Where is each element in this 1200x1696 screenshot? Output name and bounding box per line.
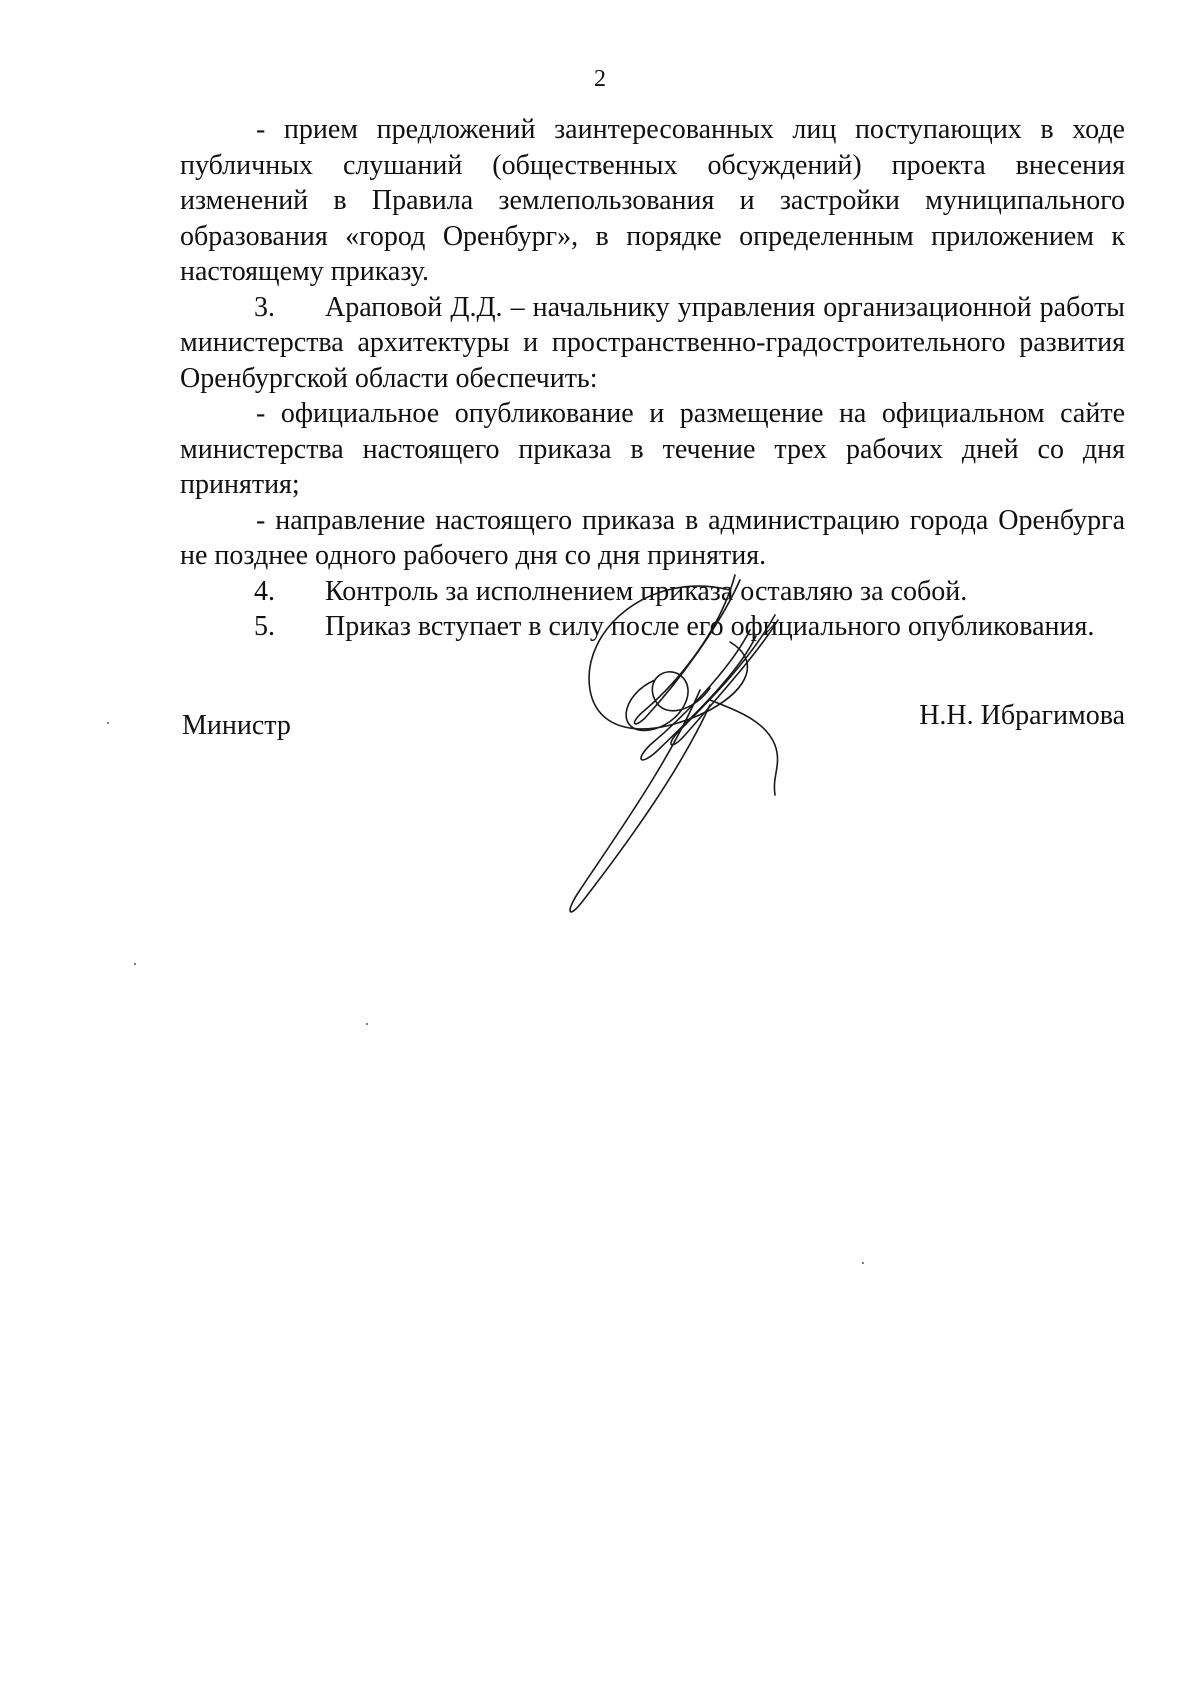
list-item-5-text: Приказ вступает в силу после его официального опубликования. (325, 611, 1095, 642)
list-item-4-text: Контроль за исполнением приказа оставляю за собой. (325, 575, 968, 607)
scan-speck (134, 963, 136, 965)
list-item-4-number: 4. (254, 575, 275, 607)
signer-name: Н.Н. Ибрагимова (919, 700, 1125, 731)
list-item-3-number: 3. (254, 291, 275, 323)
signer-title: Министр (182, 710, 291, 741)
paragraph-proposals: - прием предложений заинтересованных лиц поступающих в ходе публичных слушаний (общественных обсуждений) проекта внесения изменений в Правила землепользования и застройки муниципального образования «город Оренбург», в порядке определенным приложением к настоящему приказу. (180, 114, 1125, 287)
scan-speck (862, 1262, 864, 1264)
list-item-5-number: 5. (254, 611, 275, 642)
scan-speck (107, 722, 109, 724)
paragraph-administration: - направление настоящего приказа в администрацию города Оренбурга не позднее одного рабочего дня со дня принятия. (180, 504, 1125, 571)
list-item-3-text: Араповой Д.Д. – начальнику управления организационной работы министерства архитектуры и пространственно-градостроительного развития Оренбургской области обеспечить: (180, 291, 1125, 394)
scan-speck (366, 1023, 368, 1025)
page-number: 2 (594, 66, 606, 92)
list-item-3 (180, 290, 1125, 397)
paragraph-publication: - официальное опубликование и размещение на официальном сайте министерства настоящего приказа в течение трех рабочих дней со дня принятия; (180, 398, 1125, 500)
document-body (180, 112, 1125, 645)
handwritten-signature (560, 570, 860, 990)
